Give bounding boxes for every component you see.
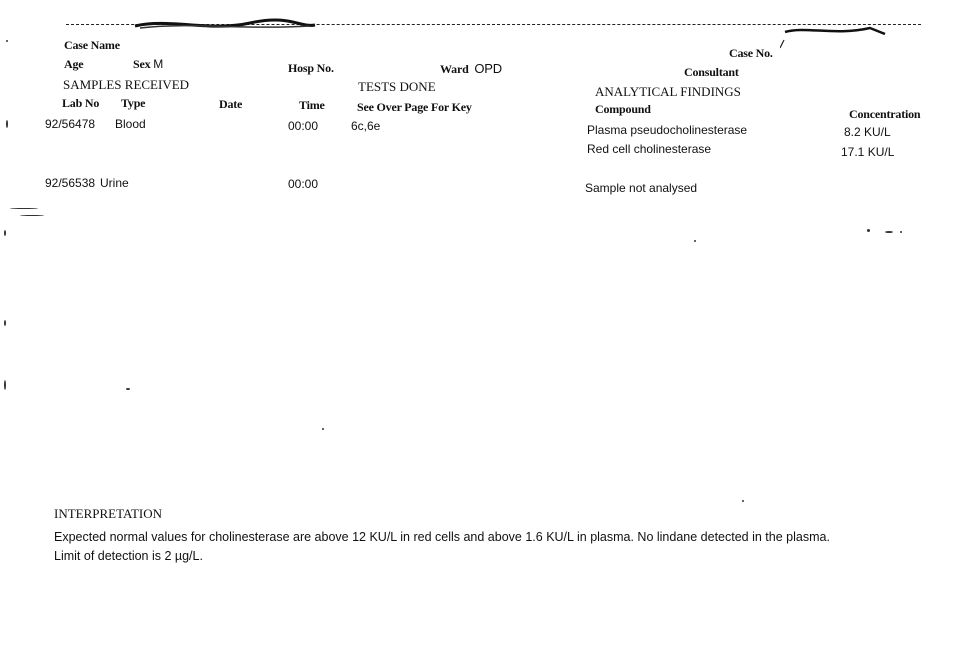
compound-cell: Sample not analysed: [585, 181, 698, 195]
scan-speck: [20, 215, 44, 216]
compound-cell: Plasma pseudocholinesterase: [587, 123, 748, 137]
consultant-label: Consultant: [684, 65, 739, 79]
scan-speck: [900, 231, 902, 233]
redaction-scribble-right: [780, 16, 890, 50]
col-compound: Compound: [595, 102, 651, 116]
col-concentration: Concentration: [849, 107, 921, 121]
col-key: See Over Page For Key: [357, 100, 472, 114]
scan-speck: [6, 120, 8, 128]
scan-speck: [4, 380, 6, 390]
time-cell: 00:00: [288, 119, 319, 133]
scan-speck: [126, 388, 130, 390]
lab-no-cell: 92/56478: [45, 117, 96, 131]
ward-label: Ward: [440, 62, 469, 76]
redaction-scribble-left: [130, 14, 320, 34]
tests-done-heading: TESTS DONE: [358, 79, 436, 94]
tests-cell: 6c,6e: [351, 119, 381, 133]
scan-speck: [885, 231, 893, 233]
scan-speck: [867, 229, 870, 232]
scan-speck: [4, 230, 6, 236]
hosp-no-label: Hosp No.: [288, 61, 334, 75]
scan-speck: [322, 428, 324, 430]
col-type: Type: [121, 96, 146, 110]
sex-field: [133, 57, 163, 72]
scan-speck: [6, 40, 8, 42]
type-cell: Urine: [100, 176, 129, 190]
time-cell: 00:00: [288, 177, 319, 191]
case-no-label: Case No.: [729, 46, 773, 60]
ward-value: OPD: [474, 61, 502, 76]
case-name-label: Case Name: [64, 38, 120, 52]
concentration-cell: 8.2 KU/L: [844, 125, 891, 139]
scan-speck: [742, 500, 744, 502]
sex-label: Sex: [133, 57, 151, 71]
col-time: Time: [299, 98, 325, 112]
samples-received-heading: SAMPLES RECEIVED: [63, 77, 190, 92]
scan-speck: [4, 320, 6, 326]
col-lab-no: Lab No: [62, 96, 100, 110]
lab-no-cell: 92/56538: [45, 176, 96, 190]
compound-cell: Red cell cholinesterase: [587, 142, 712, 156]
analytical-findings-heading: ANALYTICAL FINDINGS: [595, 84, 741, 99]
age-label: Age: [64, 57, 84, 71]
ward-field: [440, 61, 502, 77]
interpretation-text: Expected normal values for cholinesterase are above 12 KU/L in red cells and above 1.6 KU/L in plasma. No lindane detected in the plasma. Limit of detection is 2 µg/L.: [54, 530, 830, 563]
concentration-cell: 17.1 KU/L: [841, 145, 895, 159]
col-date: Date: [219, 97, 243, 111]
type-cell: Blood: [115, 117, 146, 131]
scan-speck: [10, 208, 38, 209]
sex-value: M: [153, 57, 164, 71]
scan-speck: [694, 240, 696, 242]
interpretation-heading: INTERPRETATION: [54, 506, 163, 521]
